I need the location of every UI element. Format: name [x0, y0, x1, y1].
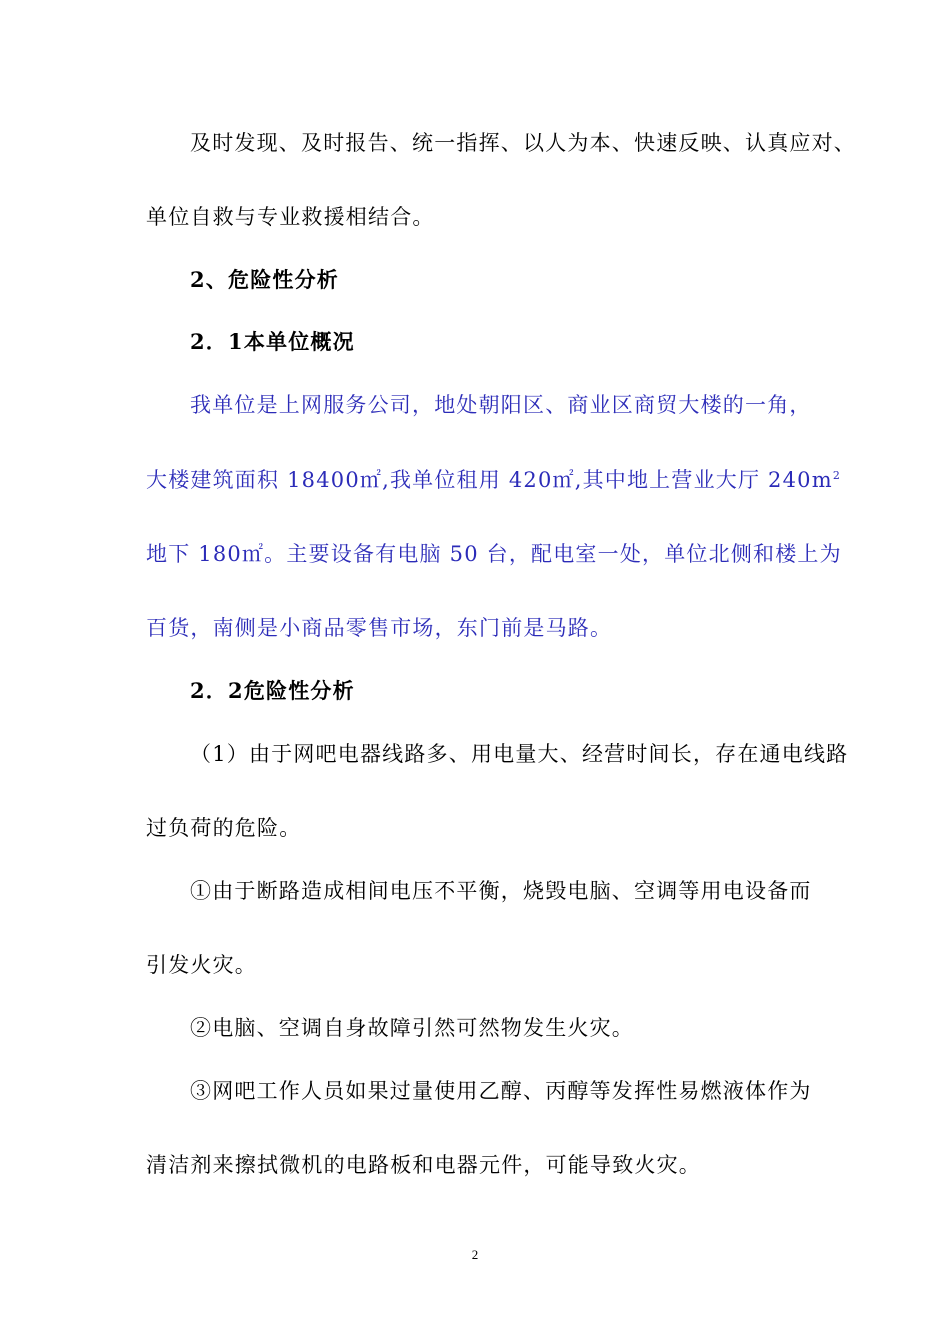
heading-risk-analysis: 2．2危险性分析 [190, 678, 355, 703]
heading-hazard-analysis: 2、危险性分析 [190, 267, 340, 292]
sub-item-1-line-2: 引发火灾。 [146, 953, 257, 977]
item-1-line-1: （1）由于网吧电器线路多、用电量大、经营时间长，存在通电线路 [190, 742, 849, 766]
sub-item-1-line-1: ①由于断路造成相间电压不平衡，烧毁电脑、空调等用电设备而 [190, 879, 812, 903]
overview-line-2 [146, 465, 842, 495]
overview-line-3: 地下 180㎡。主要设备有电脑 50 台，配电室一处，单位北侧和楼上为 [146, 542, 842, 566]
overview-line-1: 我单位是上网服务公司，地处朝阳区、商业区商贸大楼的一角， [190, 393, 812, 417]
page-number: 2 [471, 1247, 479, 1262]
principle-line-1: 及时发现、及时报告、统一指挥、以人为本、快速反映、认真应对、 [190, 131, 856, 155]
overview-line-2-text: 大楼建筑面积 18400㎡,我单位租用 420㎡,其中地上营业大厅 240m [146, 468, 833, 492]
sub-item-3-line-1: ③网吧工作人员如果过量使用乙醇、丙醇等发挥性易燃液体作为 [190, 1079, 812, 1103]
sub-item-3-line-2: 清洁剂来擦拭微机的电路板和电器元件，可能导致火灾。 [146, 1153, 701, 1177]
overview-line-4: 百货，南侧是小商品零售市场，东门前是马路。 [146, 616, 613, 640]
area-unit-superscript: 2 [832, 469, 842, 482]
item-1-line-2: 过负荷的危险。 [146, 816, 302, 840]
heading-unit-overview: 2．1本单位概况 [190, 329, 355, 354]
sub-item-2: ②电脑、空调自身故障引然可然物发生火灾。 [190, 1016, 634, 1040]
principle-line-2: 单位自救与专业救援相结合。 [146, 205, 435, 229]
